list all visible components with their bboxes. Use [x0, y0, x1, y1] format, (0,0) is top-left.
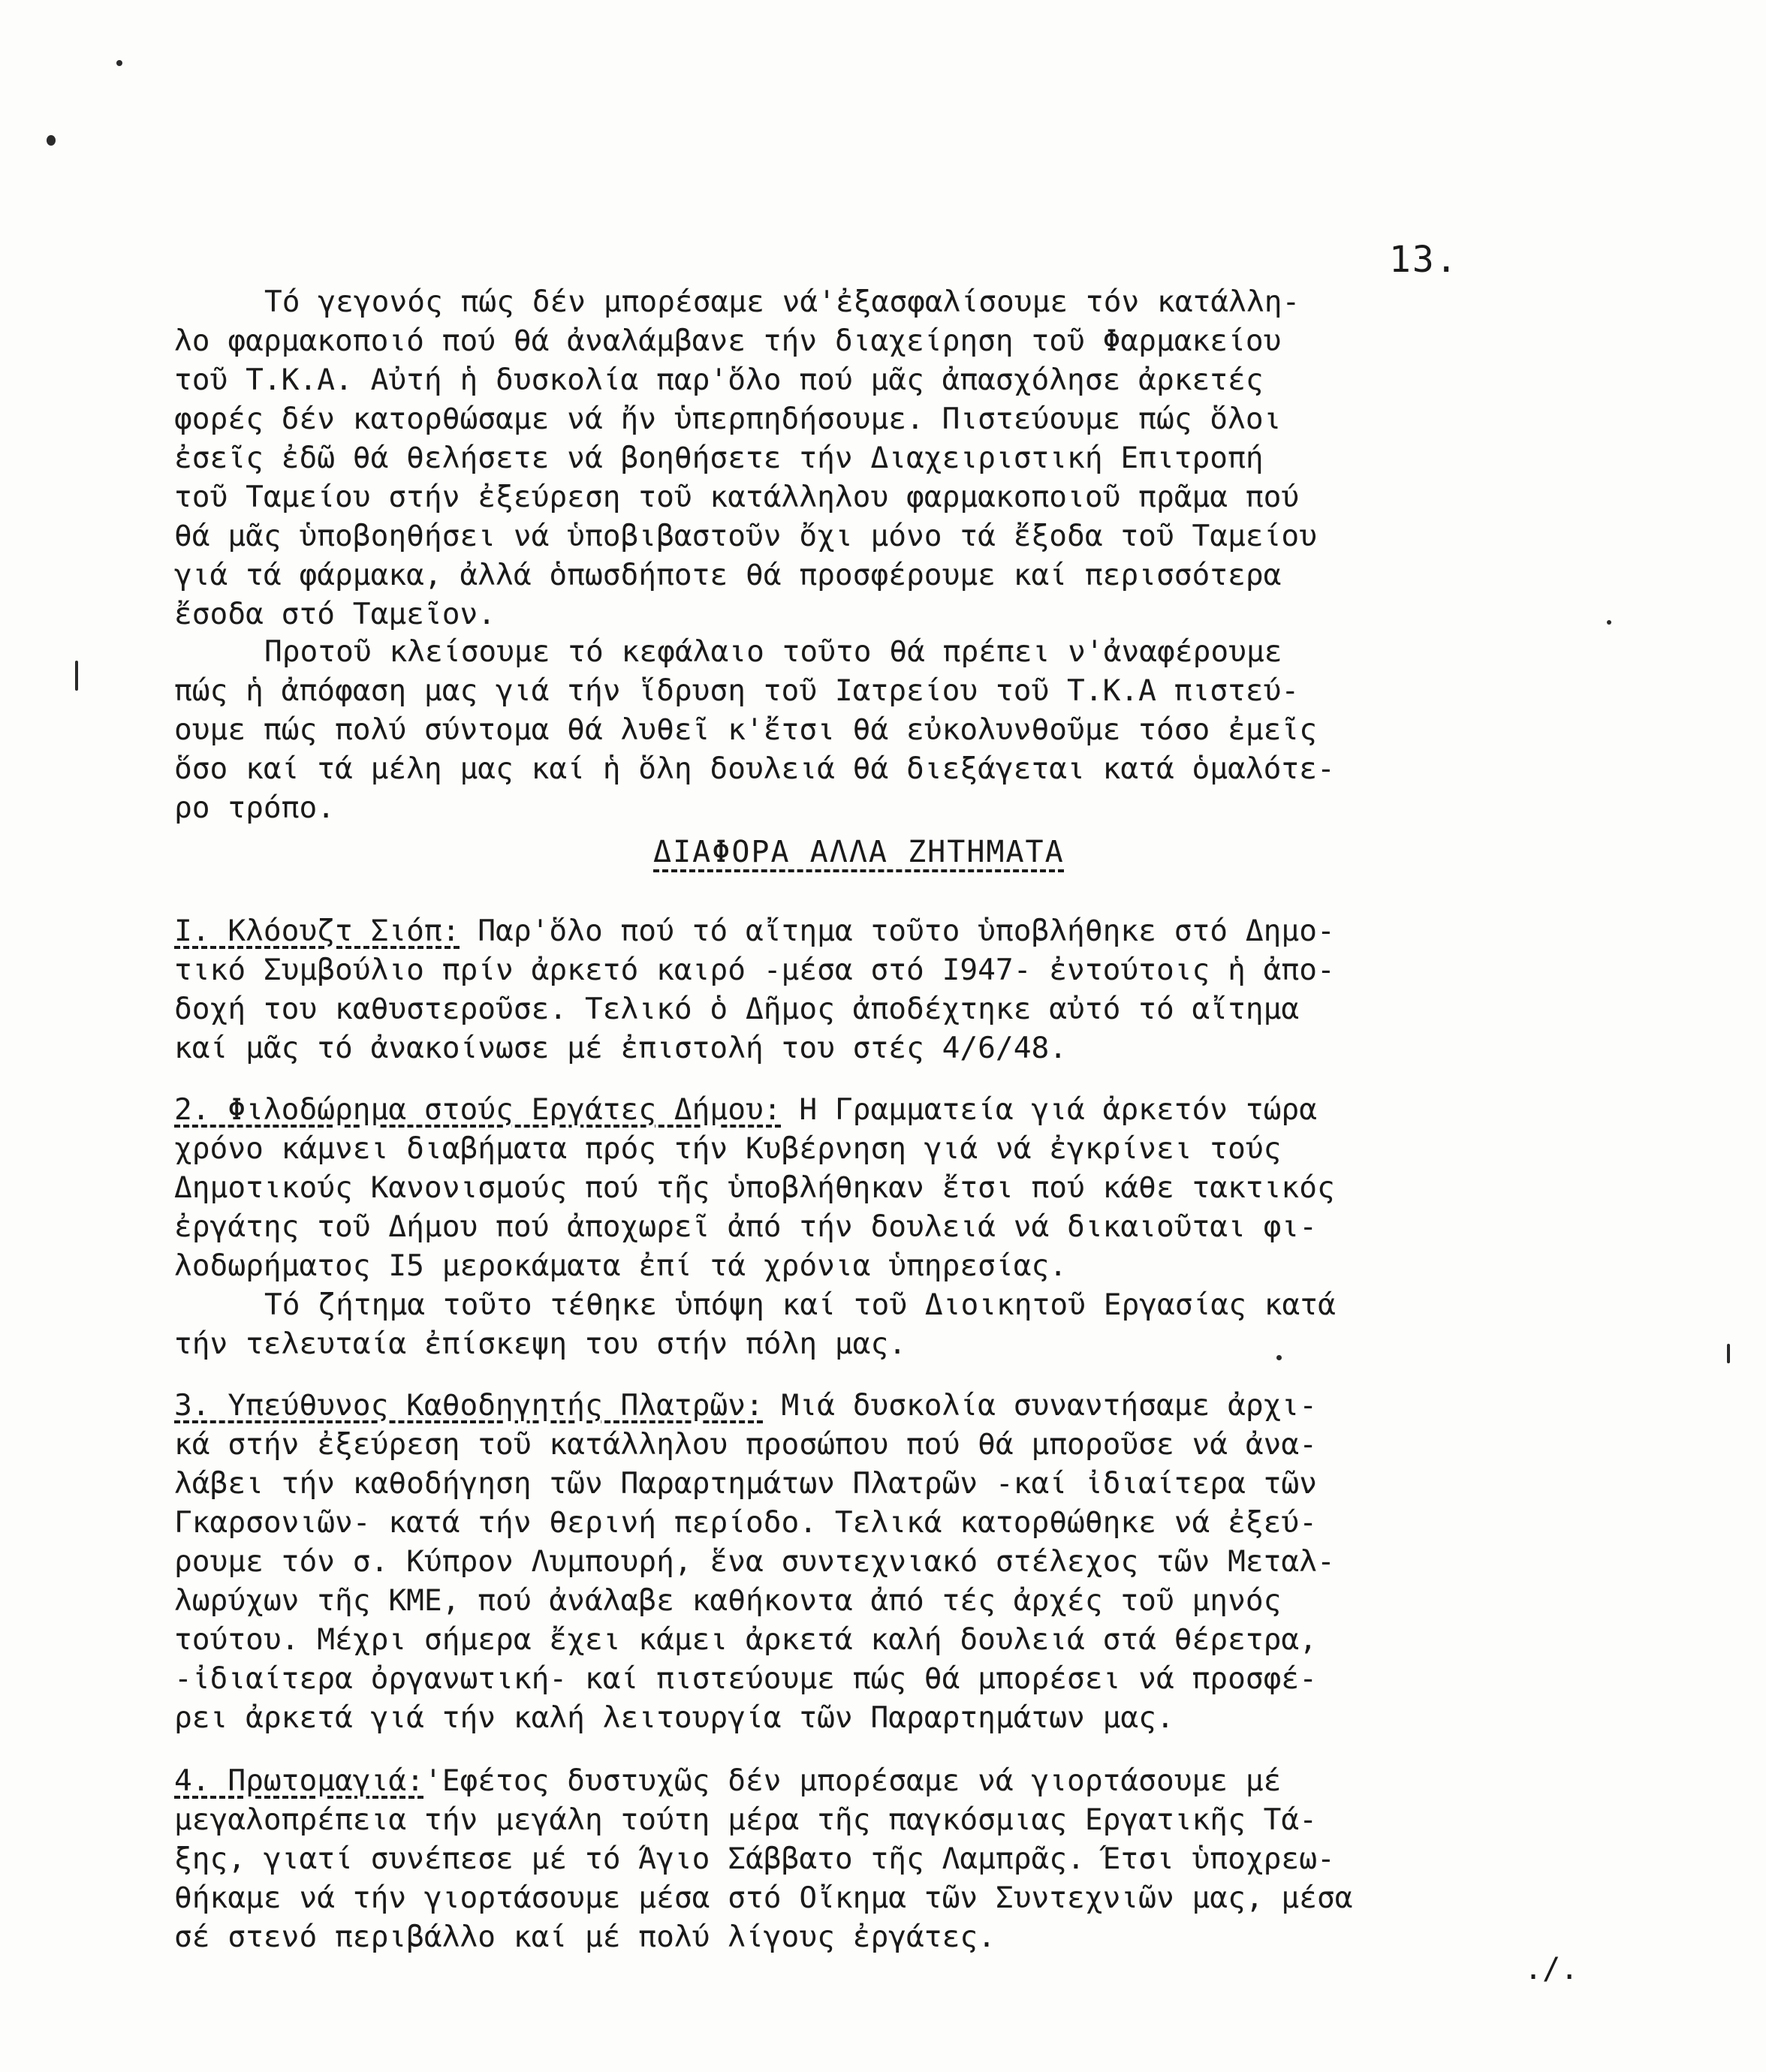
item-3-line: λωρύχων τῆς ΚΜΕ, πού ἀνάλαβε καθήκοντα ἀπό τές ἀρχές τοῦ μηνός — [174, 1583, 1282, 1618]
item-1-first-line — [174, 911, 1668, 950]
item-2-line: Δημοτικούς Κανονισμούς πού τῆς ὑποβλήθηκαν ἔτσι πού κάθε τακτικός — [174, 1170, 1335, 1205]
item-platres-supervisor — [174, 1386, 1668, 1737]
paragraph-line: Προτοῦ κλείσουμε τό κεφάλαιο τοῦτο θά πρέπει ν'ἀναφέρουμε — [264, 634, 1282, 669]
paragraph-clinic — [174, 632, 1668, 827]
page-number: 13. — [1389, 239, 1459, 281]
item-1-line: τικό Συμβούλιο πρίν ἀρκετό καιρό -μέσα στό Ι947- ἐντούτοις ἡ ἀπο- — [174, 953, 1335, 987]
item-2-title: 2. Φιλοδώρημα στούς Εργάτες Δήμου: — [174, 1092, 782, 1127]
item-1-title: Ι. Κλόουζτ Σιόπ: — [174, 914, 460, 948]
item-3-line: λάβει τήν καθοδήγηση τῶν Παραρτημάτων Πλατρῶν -καί ἰδιαίτερα τῶν — [174, 1466, 1317, 1501]
paragraph-pharmacist — [174, 282, 1668, 634]
item-2-line: Η Γραμματεία γιά ἀρκετόν τώρα — [781, 1092, 1317, 1127]
paragraph-line: γιά τά φάρμακα, ἀλλά ὁπωσδήποτε θά προσφέρουμε καί περισσότερα — [174, 558, 1282, 592]
item-2-line: χρόνο κάμνει διαβήματα πρός τήν Κυβέρνηση γιά νά ἐγκρίνει τούς — [174, 1131, 1282, 1166]
scan-speck — [1276, 1355, 1282, 1360]
item-may-day — [174, 1761, 1668, 1956]
paragraph-line: Τό γεγονός πώς δέν μπορέσαμε νά'ἐξασφαλίσουμε τόν κατάλλη- — [264, 285, 1300, 319]
paragraph-line: πώς ἡ ἀπόφαση μας γιά τήν ἵδρυση τοῦ Ιατρείου τοῦ Τ.Κ.Α πιστεύ- — [174, 673, 1300, 708]
item-4-line: θήκαμε νά τήν γιορτάσουμε μέσα στό Οἴκημα τῶν Συντεχνιῶν μας, μέσα — [174, 1881, 1353, 1915]
item-4-line: μεγαλοπρέπεια τήν μεγάλη τούτη μέρα τῆς παγκόσμιας Εργατικῆς Τά- — [174, 1802, 1317, 1837]
item-2-continuation-line: Τό ζήτημα τοῦτο τέθηκε ὑπόψη καί τοῦ Διοικητοῦ Εργασίας κατά — [264, 1287, 1336, 1322]
item-2-line: ἐργάτης τοῦ Δήμου πού ἀποχωρεῖ ἀπό τήν δουλειά νά δικαιοῦται φι- — [174, 1209, 1317, 1244]
item-4-line: ξης, γιατί συνέπεσε μέ τό Άγιο Σάββατο τῆς Λαμπρᾶς. Έτσι ὑποχρεω- — [174, 1842, 1335, 1876]
item-4-line: 'Εφέτος δυστυχῶς δέν μπορέσαμε νά γιορτάσουμε μέ — [423, 1763, 1282, 1798]
scan-mark — [75, 661, 78, 691]
item-2-continuation-line: τήν τελευταία ἐπίσκεψη του στήν πόλη μας. — [174, 1327, 907, 1361]
paragraph-line: ουμε πώς πολύ σύντομα θά λυθεῖ κ'ἔτσι θά εὐκολυνθοῦμε τόσο ἐμεῖς — [174, 712, 1317, 747]
scan-speck — [47, 135, 56, 146]
item-1-line: καί μᾶς τό ἀνακοίνωσε μέ ἐπιστολή του στές 4/6/48. — [174, 1031, 1068, 1065]
paragraph-line: ὅσο καί τά μέλη μας καί ἡ ὅλη δουλειά θά διεξάγεται κατά ὁμαλότε- — [174, 751, 1335, 786]
paragraph-line: ἔσοδα στό Ταμεῖον. — [174, 597, 496, 631]
item-3-line: Γκαρσονιῶν- κατά τήν θερινή περίοδο. Τελικά κατορθώθηκε νά ἐξεύ- — [174, 1505, 1317, 1540]
end-mark: ./. — [1524, 1952, 1579, 1986]
paragraph-line: τοῦ Ταμείου στήν ἐξεύρεση τοῦ κατάλληλου φαρμακοποιοῦ πρᾶμα πού — [174, 480, 1300, 514]
item-3-title: 3. Υπεύθυνος Καθοδηγητής Πλατρῶν: — [174, 1388, 764, 1423]
item-3-line: κά στήν ἐξεύρεση τοῦ κατάλληλου προσώπου πού θά μποροῦσε νά ἀνα- — [174, 1427, 1317, 1462]
paragraph-line: ρο τρόπο. — [174, 791, 336, 825]
item-2-first-line — [174, 1090, 1668, 1129]
paragraph-line: φορές δέν κατορθώσαμε νά ἤν ὑπερπηδήσουμε. Πιστεύουμε πώς ὅλοι — [174, 402, 1282, 436]
item-3-line: τούτου. Μέχρι σήμερα ἔχει κάμει ἀρκετά καλή δουλειά στά θέρετρα, — [174, 1622, 1317, 1657]
item-3-first-line — [174, 1386, 1668, 1425]
paragraph-line: ἐσεῖς ἐδῶ θά θελήσετε νά βοηθήσετε τήν Διαχειριστική Επιτροπή — [174, 441, 1264, 475]
item-closed-shop — [174, 911, 1668, 1068]
item-1-line: δοχή του καθυστεροῦσε. Τελικό ὁ Δῆμος ἀποδέχτηκε αὐτό τό αἴτημα — [174, 992, 1300, 1026]
section-heading: ΔΙΑΦΟΡΑ ΑΛΛΑ ΖΗΤΗΜΑΤΑ — [653, 835, 1065, 869]
paragraph-line: τοῦ Τ.Κ.Α. Αὐτή ἡ δυσκολία παρ'ὅλο πού μᾶς ἀπασχόλησε ἀρκετές — [174, 363, 1264, 397]
item-4-line: σέ στενό περιβάλλο καί μέ πολύ λίγους ἐργάτες. — [174, 1920, 996, 1954]
item-3-line: Μιά δυσκολία συναντήσαμε ἀρχι- — [763, 1388, 1317, 1423]
item-municipal-gratuity — [174, 1090, 1668, 1363]
item-3-line: ρουμε τόν σ. Κύπρον Λυμπουρή, ἕνα συντεχνιακό στέλεχος τῶν Μεταλ- — [174, 1544, 1335, 1579]
item-4-first-line — [174, 1761, 1668, 1800]
item-4-title: 4. Πρωτομαγιά: — [174, 1763, 424, 1798]
paragraph-line: λο φαρμακοποιό πού θά ἀναλάμβανε τήν διαχείρηση τοῦ Φαρμακείου — [174, 324, 1282, 358]
scan-mark — [1727, 1344, 1730, 1363]
item-3-line: ρει ἀρκετά γιά τήν καλή λειτουργία τῶν Παραρτημάτων μας. — [174, 1700, 1174, 1735]
scan-speck — [1607, 620, 1611, 625]
item-3-line: -ἰδιαίτερα ὀργανωτική- καί πιστεύουμε πώς θά μπορέσει νά προσφέ- — [174, 1661, 1317, 1696]
item-2-line: λοδωρήματος Ι5 μεροκάματα ἐπί τά χρόνια ὑπηρεσίας. — [174, 1248, 1068, 1283]
item-1-line: Παρ'ὅλο πού τό αἴτημα τοῦτο ὑποβλήθηκε στό Δημο- — [460, 914, 1335, 948]
paragraph-line: θά μᾶς ὑποβοηθήσει νά ὑποβιβαστοῦν ὄχι μόνο τά ἔξοδα τοῦ Ταμείου — [174, 519, 1317, 553]
scan-speck — [116, 60, 122, 66]
